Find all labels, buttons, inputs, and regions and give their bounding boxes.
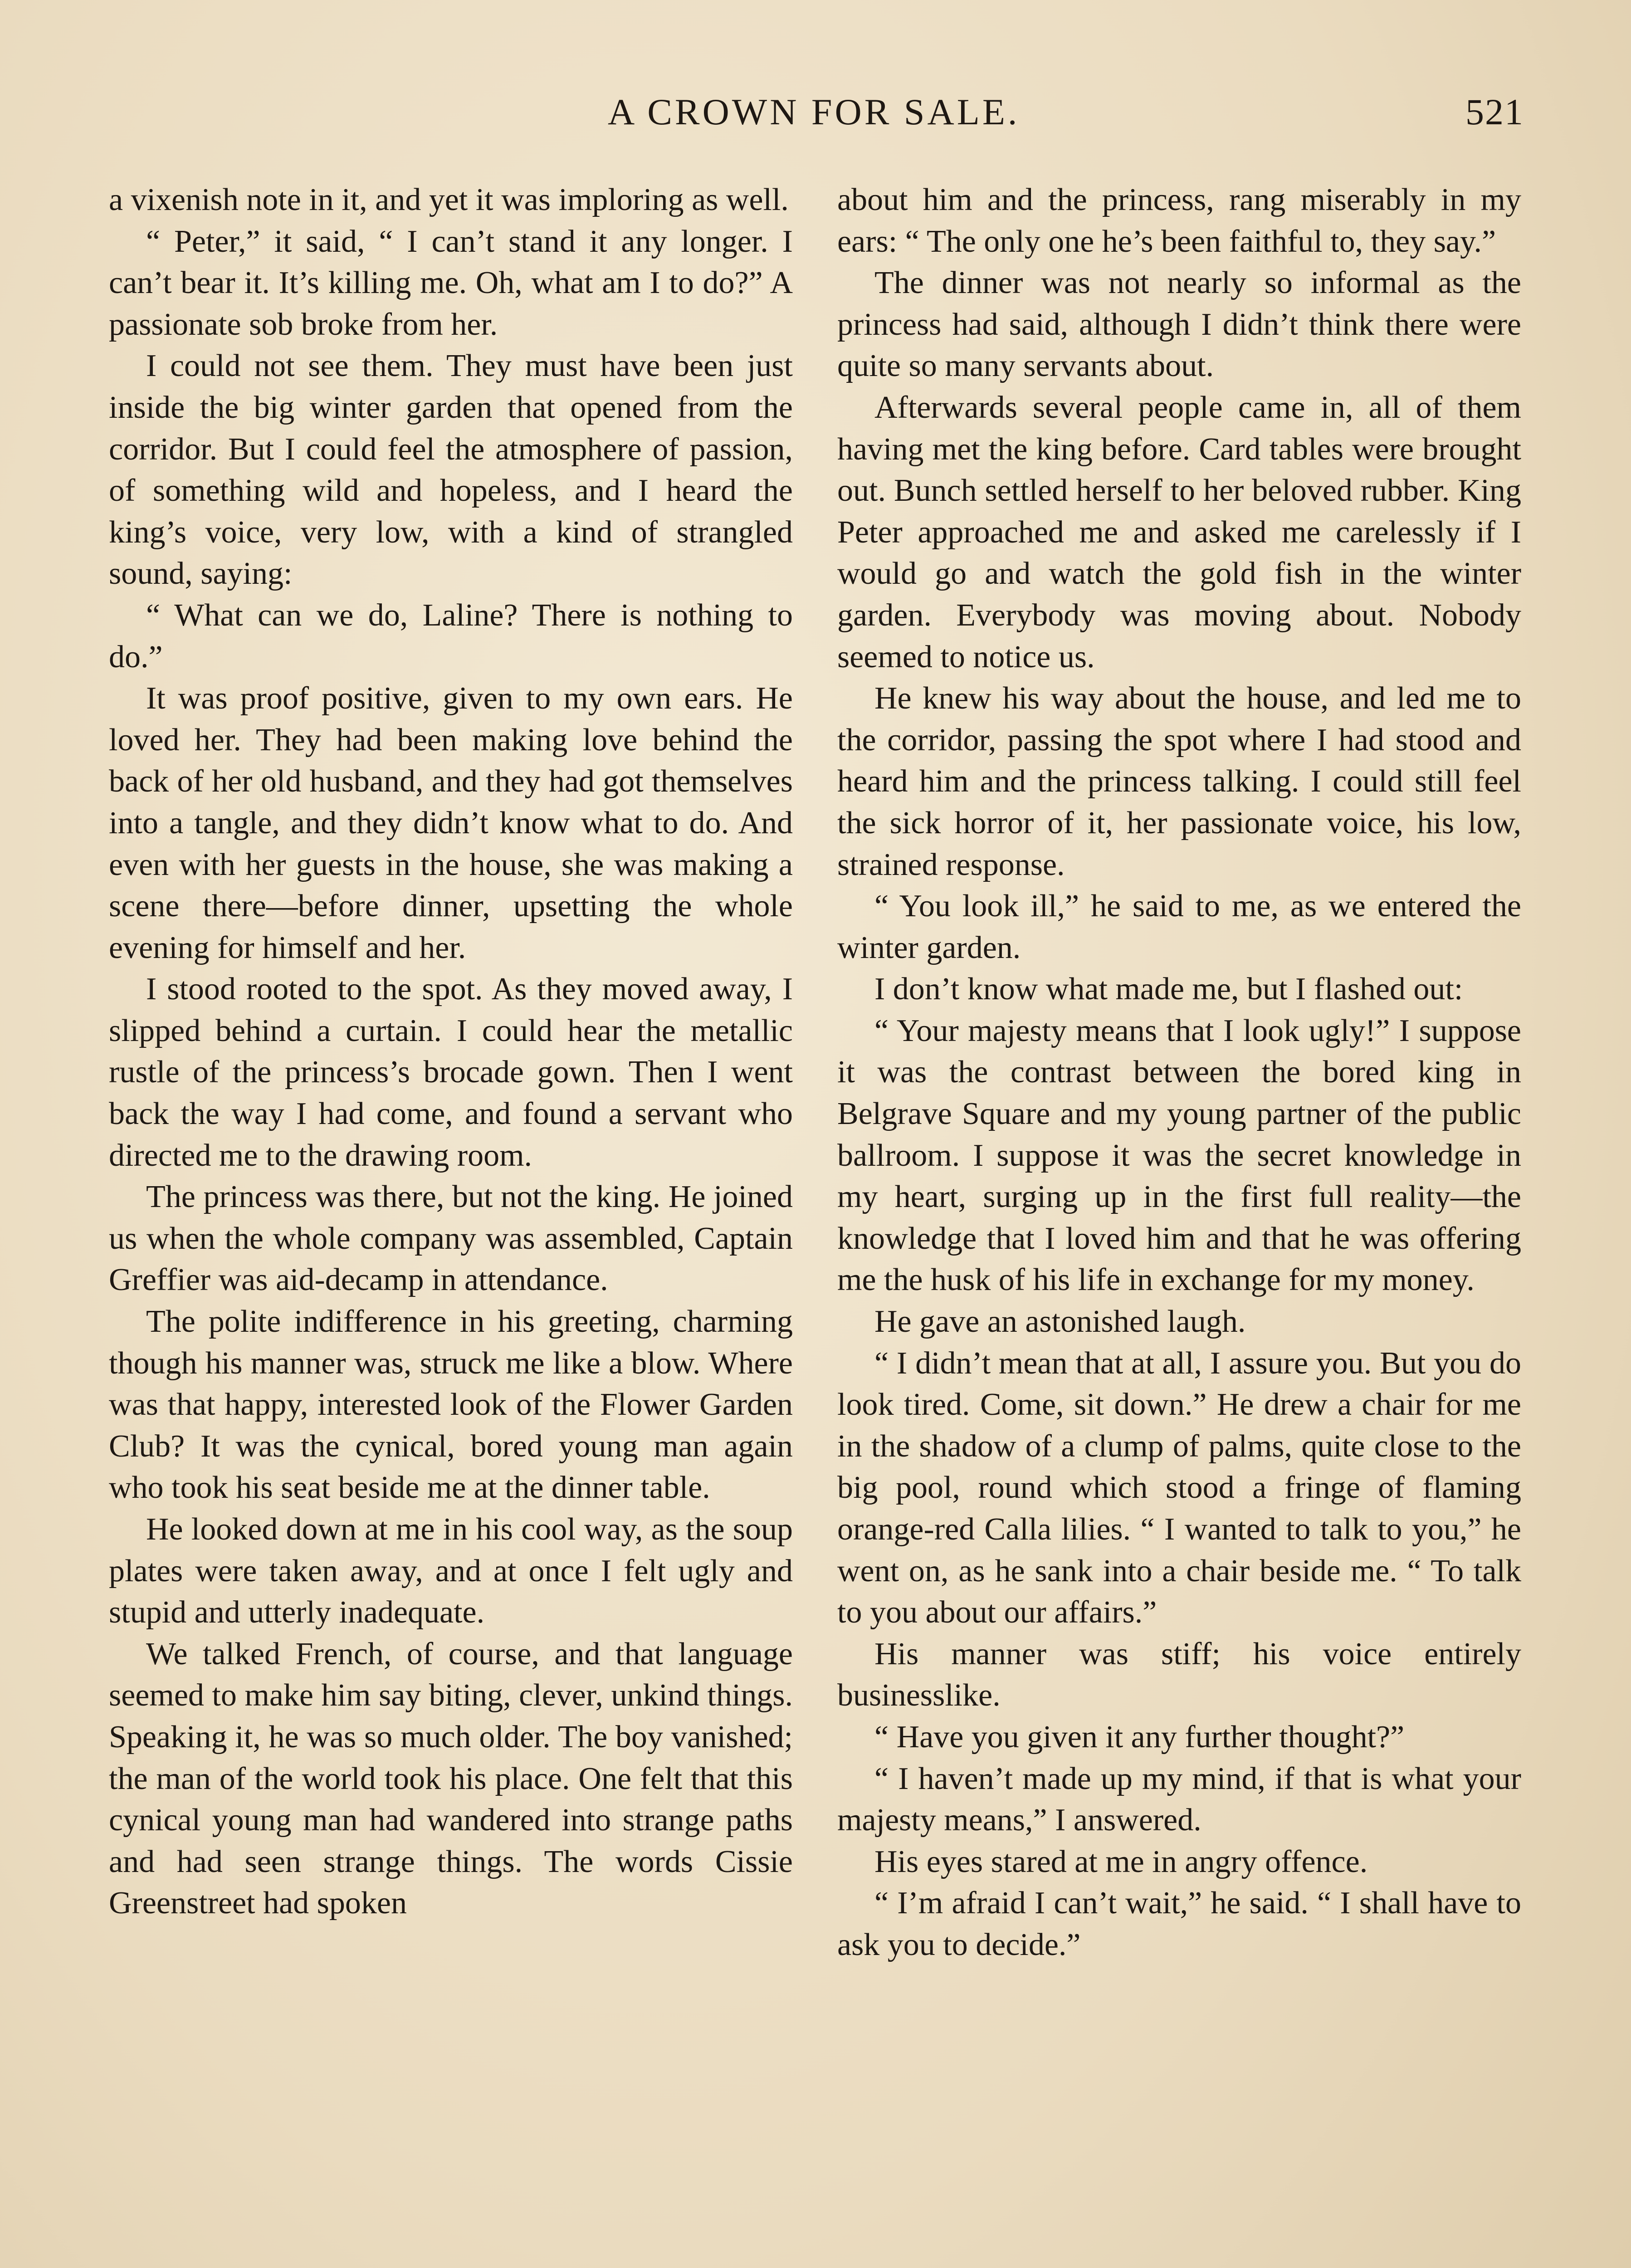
paragraph: “ Have you given it any further thought?”	[874, 1719, 1405, 1755]
paragraph: a vixenish note in it, and yet it was imploring as well.	[109, 182, 789, 217]
right-column	[837, 179, 1521, 1966]
paragraph: His manner was stiff; his voice entirely businesslike.	[837, 1636, 1521, 1713]
page-number: 521	[1465, 91, 1524, 132]
paragraph: I don’t know what made me, but I flashed out:	[874, 972, 1463, 1007]
paragraph: We talked French, of course, and that language seemed to make him say biting, clever, unkind things. Speaking it, he was so much older. The boy vanished; the man of the world took his place. One felt that this cynical young man had wandered into strange paths and had seen strange things. The words Cissie Greenstreet had spoken	[109, 1636, 793, 1921]
paragraph: The dinner was not nearly so informal as the princess had said, although I didn’t think there were quite so many servants about.	[837, 265, 1521, 384]
paragraph: The polite indifference in his greeting, charming though his manner was, struck me like a blow. Where was that happy, interested look of the Flower Garden Club? It was the cynical, bored young man again who took his seat beside me at the dinner table.	[109, 1304, 793, 1505]
running-title: A CROWN FOR SALE.	[608, 91, 1020, 132]
paragraph: His eyes stared at me in angry offence.	[874, 1844, 1368, 1879]
paragraph: I stood rooted to the spot. As they moved away, I slipped behind a curtain. I could hear the metallic rustle of the princess’s brocade gown. Then I went back the way I had come, and found a servant who directed me to the drawing room.	[109, 972, 793, 1173]
paragraph: Afterwards several people came in, all of them having met the king before. Card tables were brought out. Bunch settled herself to her beloved rubber. King Peter approached me and asked me carelessly if I would go and watch the gold fish in the winter garden. Everybody was moving about. Nobody seemed to notice us.	[837, 390, 1521, 675]
paragraph: The princess was there, but not the king. He joined us when the whole company was assembled, Captain Greffier was aid-decamp in attendance.	[109, 1179, 793, 1298]
page-header	[104, 91, 1524, 150]
paragraph: about him and the princess, rang miserably in my ears: “ The only one he’s been faithful to, they say.”	[837, 182, 1521, 259]
paragraph: “ I haven’t made up my mind, if that is what your majesty means,” I answered.	[837, 1761, 1521, 1838]
paragraph: He looked down at me in his cool way, as the soup plates were taken away, and at once I felt ugly and stupid and utterly inadequate.	[109, 1512, 793, 1630]
paragraph: “ I’m afraid I can’t wait,” he said. “ I shall have to ask you to decide.”	[837, 1886, 1521, 1962]
paragraph: “ Your majesty means that I look ugly!” I suppose it was the contrast between the bored king in Belgrave Square and my young partner of the public ballroom. I suppose it was the secret knowledge in my heart, surging up in the first full reality—the knowledge that I loved him and that he was offering me the husk of his life in exchange for my money.	[837, 1013, 1521, 1298]
paragraph: I could not see them. They must have been just inside the big winter garden that opened from the corridor. But I could feel the atmosphere of passion, of something wild and hopeless, and I heard the king’s voice, very low, with a kind of strangled sound, saying:	[109, 348, 793, 591]
paragraph: “ You look ill,” he said to me, as we entered the winter garden.	[837, 889, 1521, 965]
paragraph: He knew his way about the house, and led me to the corridor, passing the spot where I had stood and heard him and the princess talking. I could still feel the sick horror of it, her passionate voice, his low, strained response.	[837, 681, 1521, 882]
paragraph: “ What can we do, Laline? There is nothing to do.”	[109, 597, 793, 675]
paragraph: It was proof positive, given to my own ears. He loved her. They had been making love behind the back of her old husband, and they had got themselves into a tangle, and they didn’t know what to do. And even with her guests in the house, she was making a scene there—before dinner, upsetting the whole evening for himself and her.	[109, 681, 793, 965]
left-column	[109, 179, 793, 1924]
paragraph: “ I didn’t mean that at all, I assure you. But you do look tired. Come, sit down.” He drew a chair for me in the shadow of a clump of palms, quite close to the big pool, round which stood a fringe of flaming orange-red Calla lilies. “ I wanted to talk to you,” he went on, as he sank into a chair beside me. “ To talk to you about our affairs.”	[837, 1345, 1521, 1630]
paragraph: He gave an astonished laugh.	[874, 1304, 1246, 1339]
paragraph: “ Peter,” it said, “ I can’t stand it any longer. I can’t bear it. It’s killing me. Oh, what am I to do?” A passionate sob broke from her.	[109, 224, 793, 342]
